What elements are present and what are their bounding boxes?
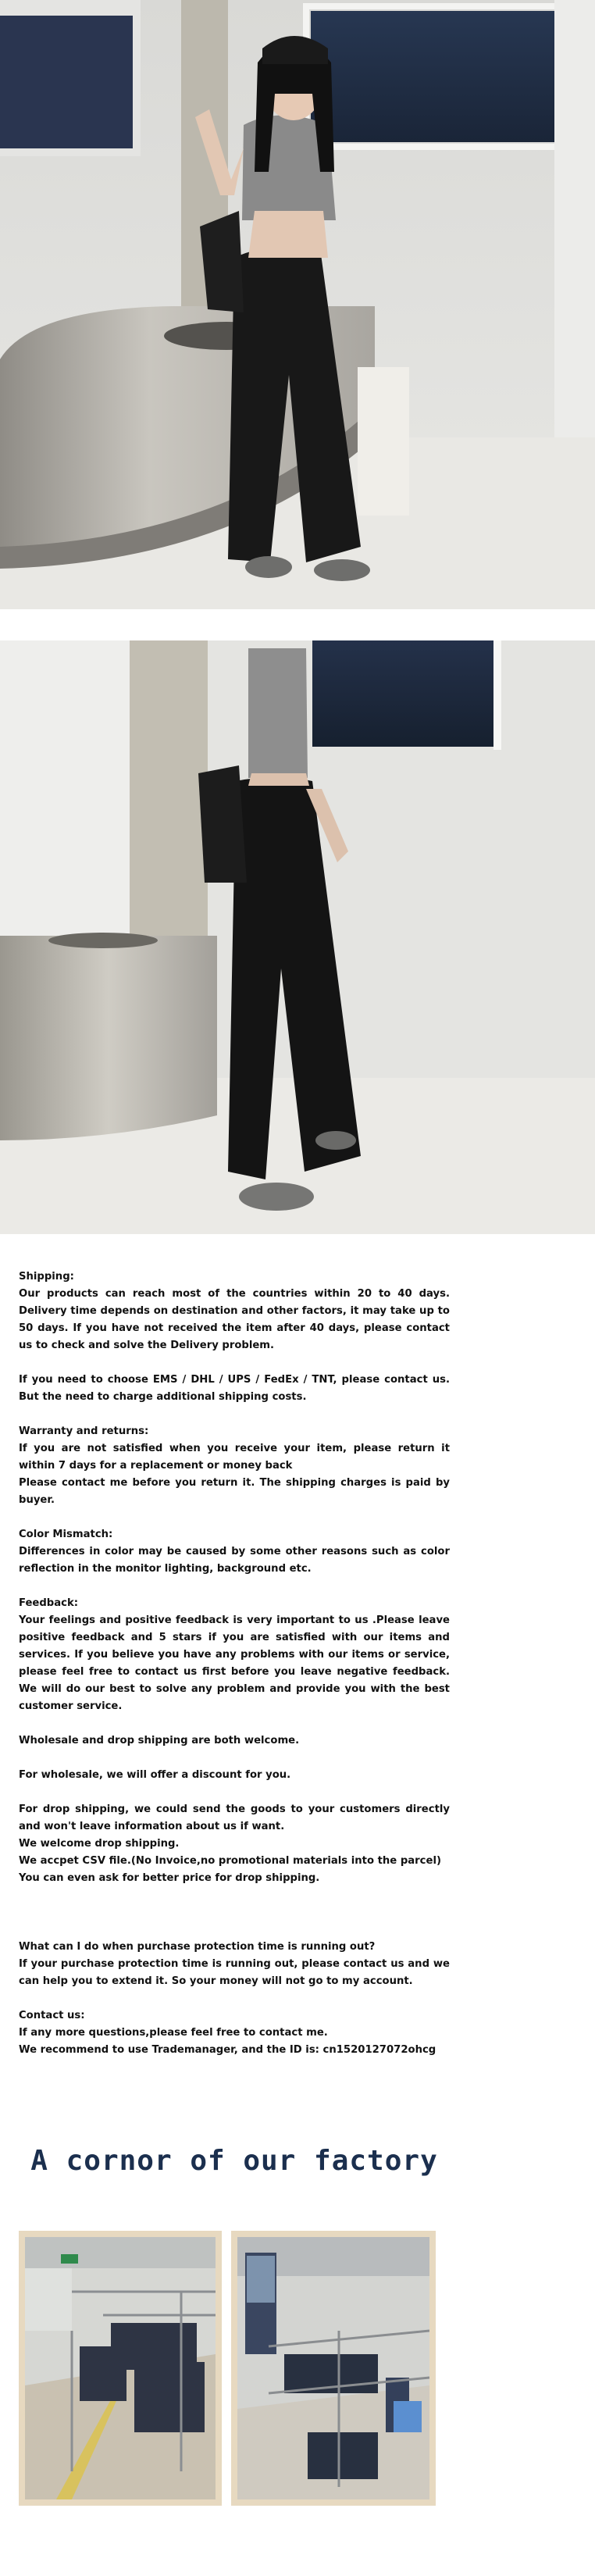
feedback-heading: Feedback: (19, 1597, 79, 1609)
drop-shipping-text: We accpet CSV file.(No Invoice,no promotional materials into the parcel) (19, 1855, 441, 1867)
wholesale-welcome-text: Wholesale and drop shipping are both welcome. (19, 1735, 300, 1746)
contact-heading: Contact us: (19, 2010, 85, 2021)
drop-shipping-text: You can even ask for better price for drop shipping. (19, 1872, 320, 1884)
policy-section (19, 1268, 450, 2076)
drop-shipping-text: We welcome drop shipping. (19, 1838, 180, 1850)
color-text: Differences in color may be caused by some other reasons such as color reflection in the monitor lighting, background etc. (19, 1546, 450, 1575)
returns-text: Please contact me before you return it. The shipping charges is paid by buyer. (19, 1477, 450, 1506)
contact-text: We recommend to use Trademanager, and the ID is: cn1520127072ohcg (19, 2044, 436, 2056)
drop-shipping-text: For drop shipping, we could send the goods to your customers directly and won't leave information about us if want. (19, 1804, 450, 1832)
shipping-text: Our products can reach most of the countries within 20 to 40 days. Delivery time depends on destination and other factors, it may take up to 50 days. If you have not received the item after 40 days, please contact us to check and solve the Delivery problem. (19, 1288, 450, 1351)
factory-title: A cornor of our factory (30, 2145, 438, 2177)
returns-text: If you are not satisfied when you receive your item, please return it within 7 days for a replacement or money back (19, 1443, 450, 1472)
factory-photo-workstations (231, 2231, 436, 2506)
product-photo-side (0, 640, 595, 1234)
protection-heading: What can I do when purchase protection time is running out? (19, 1941, 376, 1953)
protection-text: If your purchase protection time is running out, please contact us and we can help you to extend it. So your money will not go to my account. (19, 1958, 450, 1987)
factory-photo-racks (19, 2231, 222, 2506)
carriers-text: If you need to choose EMS / DHL / UPS / FedEx / TNT, please contact us. But the need to charge additional shipping costs. (19, 1374, 450, 1403)
color-heading: Color Mismatch: (19, 1529, 113, 1540)
feedback-text: Your feelings and positive feedback is very important to us .Please leave positive feedback and 5 stars if you are satisfied with our items and services. If you believe you have any problems with our items or service, please feel free to contact us first before you leave negative feedback. We will do our best to solve any problem and provide you with the best customer service. (19, 1614, 450, 1712)
returns-heading: Warranty and returns: (19, 1425, 149, 1437)
contact-text: If any more questions,please feel free to contact me. (19, 2027, 328, 2039)
wholesale-discount-text: For wholesale, we will offer a discount for you. (19, 1769, 291, 1781)
product-photo-front (0, 0, 595, 609)
shipping-heading: Shipping: (19, 1271, 74, 1283)
